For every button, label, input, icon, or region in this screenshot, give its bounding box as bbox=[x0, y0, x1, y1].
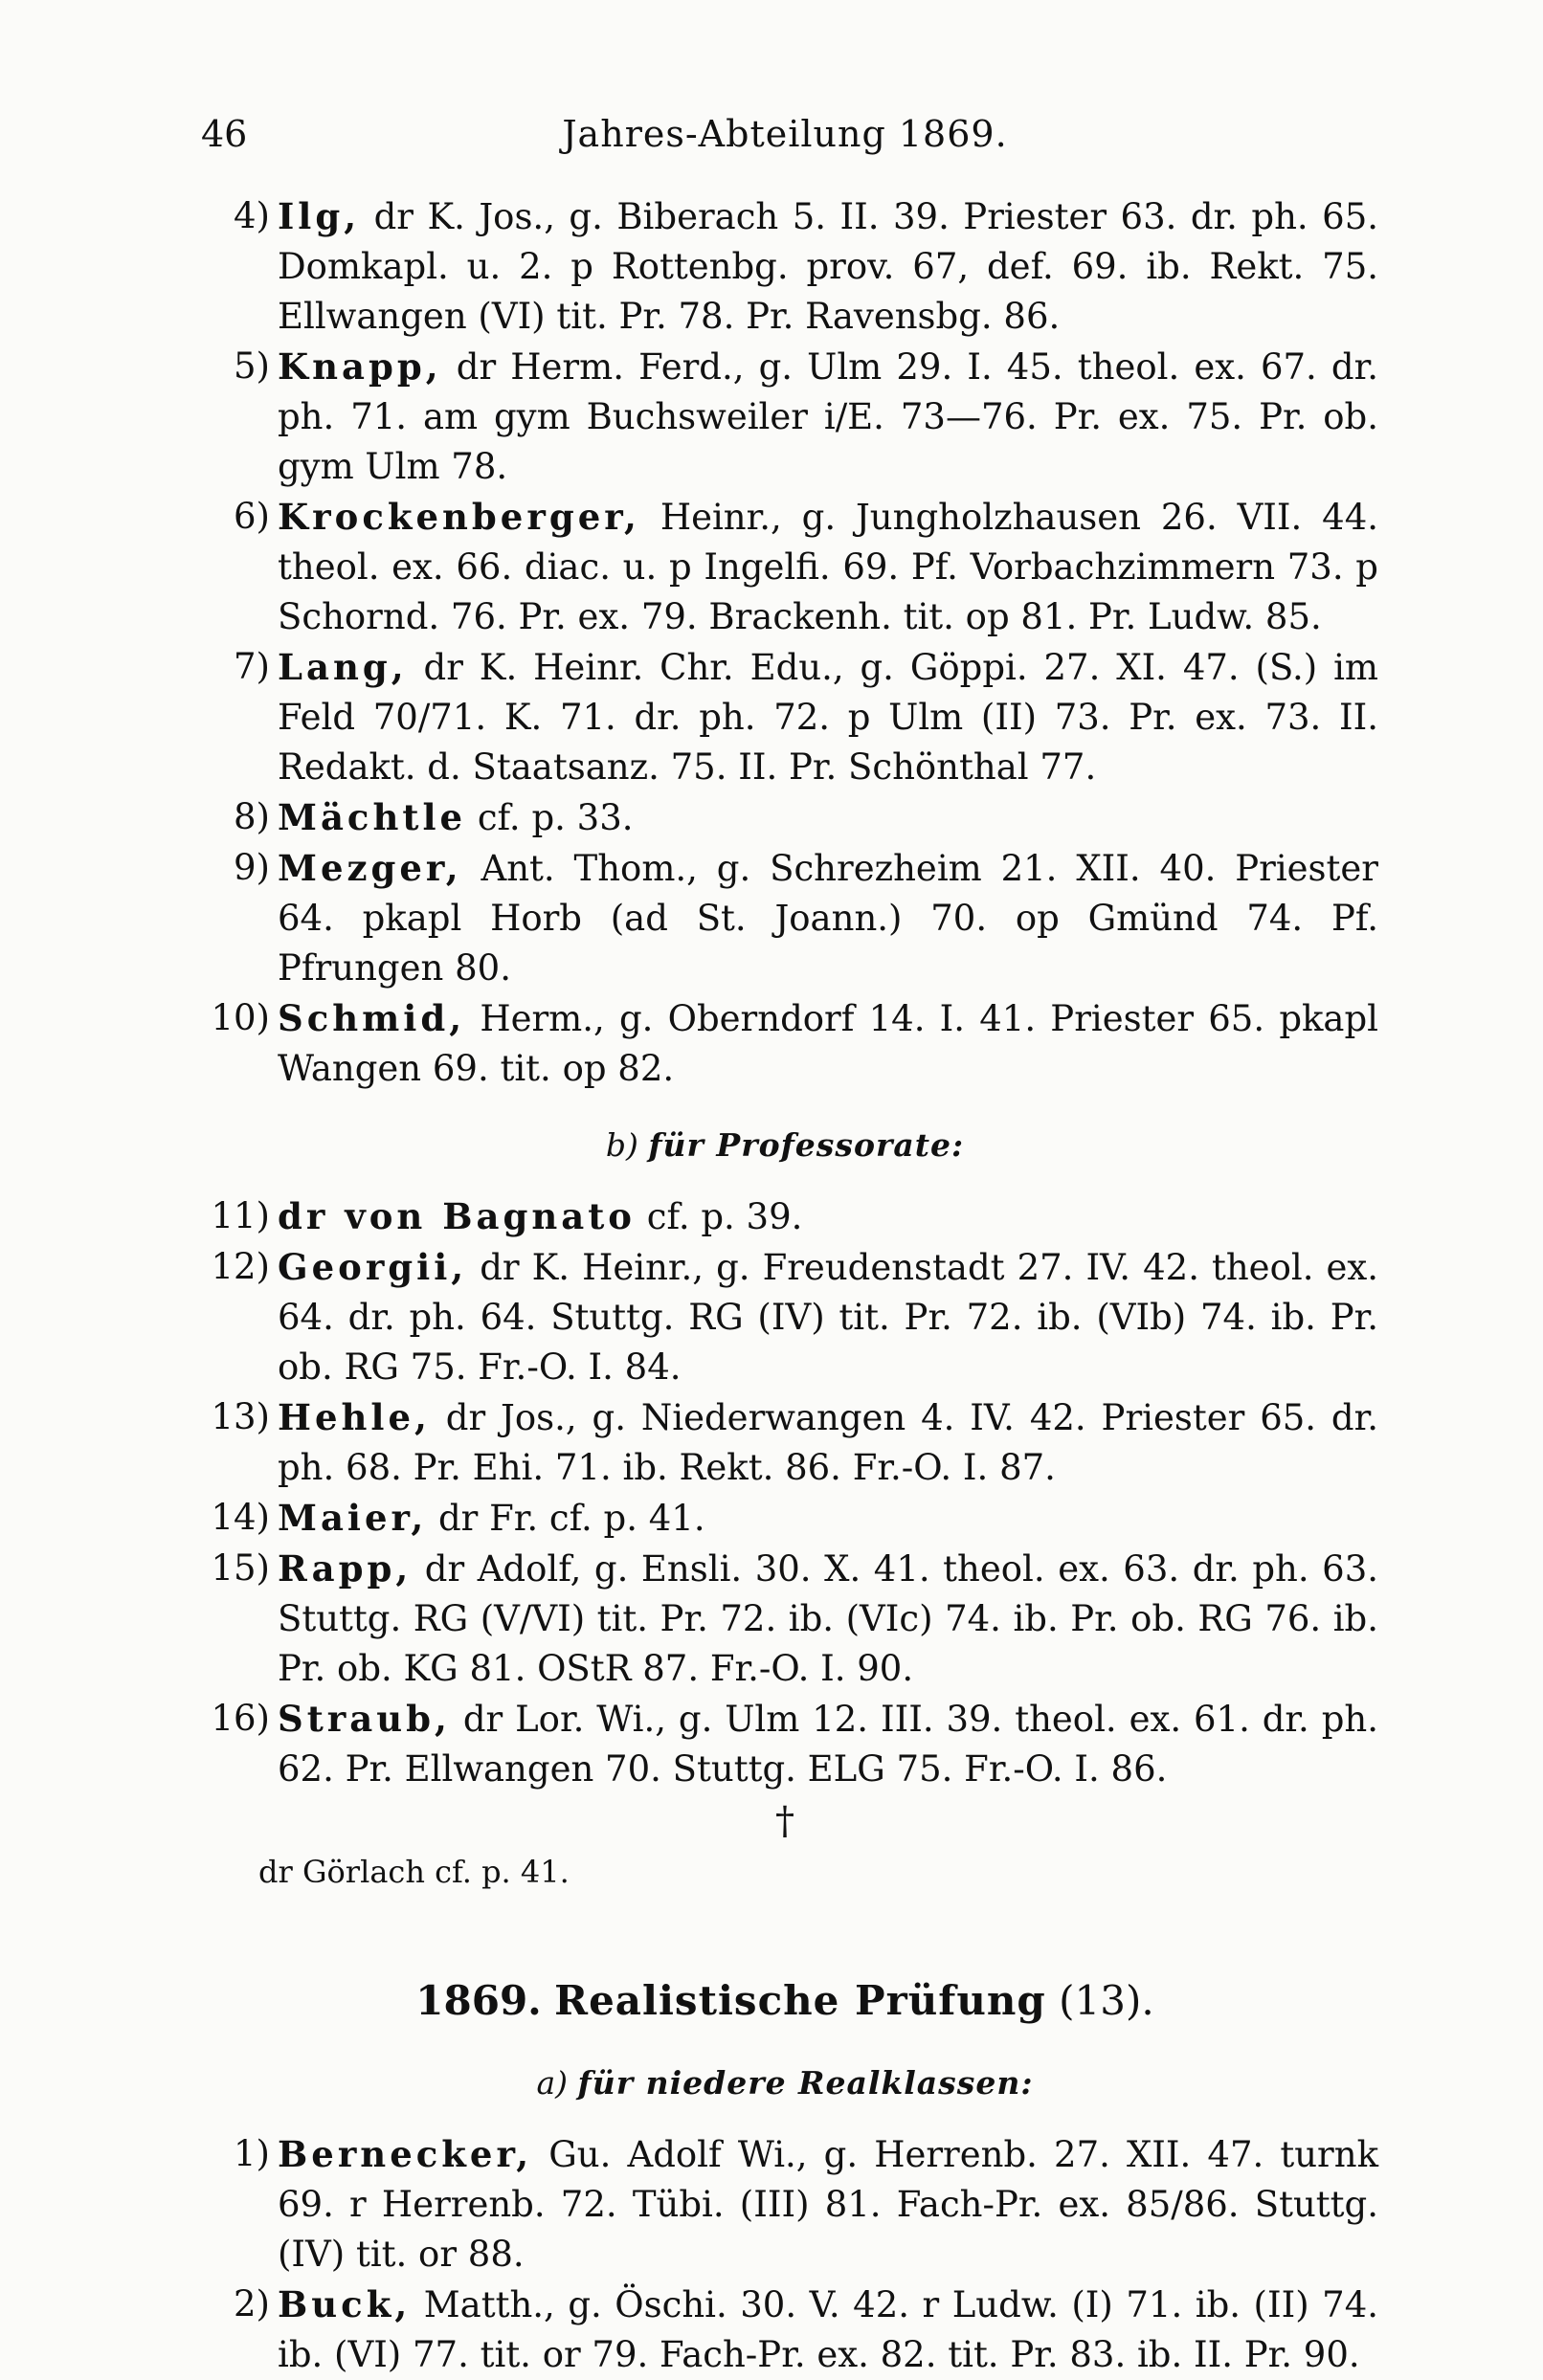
page-number: 46 bbox=[201, 113, 248, 155]
entry-name: Ilg, bbox=[278, 195, 361, 237]
subheading-label: für Professorate: bbox=[648, 1126, 965, 1164]
entry-number: 7) bbox=[234, 646, 270, 687]
entry-number: 14) bbox=[211, 1497, 270, 1538]
entry-name: Straub, bbox=[278, 1698, 451, 1740]
entry-number: 2) bbox=[234, 2283, 270, 2324]
entry-text: Ant. Thom., g. Schrezheim 21. XII. 40. Priester 64. pkapl Horb (ad St. Joann.) 70. op Gmünd 74. Pf. Pfrungen 80. bbox=[278, 848, 1378, 989]
list-item bbox=[191, 993, 1378, 1094]
entry-text: Herm., g. Oberndorf 14. I. 41. Priester 65. pkapl Wangen 69. tit. op 82. bbox=[278, 998, 1379, 1089]
entry-name: Knapp, bbox=[278, 345, 442, 388]
entry-number: 1) bbox=[234, 2133, 270, 2174]
entry-number: 4) bbox=[234, 195, 270, 236]
section-name: Realistische Prüfung bbox=[554, 1977, 1046, 2024]
entry-number: 12) bbox=[211, 1246, 270, 1287]
page-body bbox=[191, 191, 1378, 2380]
entry-number: 16) bbox=[211, 1698, 270, 1739]
entry-text: dr K. Heinr. Chr. Edu., g. Göppi. 27. XI. 47. (S.) im Feld 70/71. K. 71. dr. ph. 72. p Ulm (II) 73. Pr. ex. 73. II. Redakt. d. Staatsanz. 75. II. Pr. Schönthal 77. bbox=[278, 647, 1379, 788]
entry-name: Georgii, bbox=[278, 1246, 468, 1288]
entry-text: cf. p. 33. bbox=[477, 797, 634, 838]
deceased-note: dr Görlach cf. p. 41. bbox=[258, 1854, 570, 1890]
entry-text: dr Lor. Wi., g. Ulm 12. III. 39. theol. ex. 61. dr. ph. 62. Pr. Ellwangen 70. Stuttg. ELG 75. Fr.-O. I. 86. bbox=[278, 1699, 1378, 1790]
list-item bbox=[191, 1191, 1378, 1242]
section-year: 1869. bbox=[415, 1977, 542, 2024]
entry-name: Schmid, bbox=[278, 997, 466, 1039]
entry-name: Krockenberger, bbox=[278, 496, 640, 538]
entry-number: 6) bbox=[234, 496, 270, 537]
list-item bbox=[191, 1493, 1378, 1544]
entry-name: Mächtle bbox=[278, 796, 467, 838]
list-item bbox=[191, 2129, 1378, 2280]
entry-number: 13) bbox=[211, 1396, 270, 1437]
entry-text: Heinr., g. Jungholzhausen 26. VII. 44. theol. ex. 66. diac. u. p Ingelfi. 69. Pf. Vorbachzimmern 73. p Schornd. 76. Pr. ex. 79. Brackenh. tit. op 81. Pr. Ludw. 85. bbox=[278, 497, 1378, 637]
list-item bbox=[191, 1392, 1378, 1493]
entry-text: dr Herm. Ferd., g. Ulm 29. I. 45. theol. ex. 67. dr. ph. 71. am gym Buchsweiler i/E. 73—76. Pr. ex. 75. Pr. ob. gym Ulm 78. bbox=[278, 346, 1378, 487]
list-item bbox=[191, 492, 1378, 642]
entry-text: Gu. Adolf Wi., g. Herrenb. 27. XII. 47. turnk 69. r Herrenb. 72. Tübi. (III) 81. Fach-Pr. ex. 85/86. Stuttg. (IV) tit. or 88. bbox=[278, 2134, 1378, 2275]
subheading-letter: a) bbox=[536, 2064, 569, 2102]
list-item bbox=[191, 792, 1378, 843]
list-item bbox=[191, 1544, 1378, 1694]
entry-number: 15) bbox=[211, 1547, 270, 1589]
entry-name: Maier, bbox=[278, 1497, 428, 1539]
entry-name: Buck, bbox=[278, 2283, 412, 2325]
list-item bbox=[191, 342, 1378, 492]
entry-number: 8) bbox=[234, 796, 270, 837]
entry-name: Bernecker, bbox=[278, 2133, 533, 2175]
subheading-letter: b) bbox=[605, 1126, 638, 1164]
entry-number: 9) bbox=[234, 847, 270, 888]
entry-list-realschool bbox=[191, 2129, 1378, 2380]
list-item bbox=[191, 1694, 1378, 1794]
subheading-label: für niedere Realklassen: bbox=[577, 2064, 1034, 2102]
entry-list-professorate bbox=[191, 1191, 1378, 1794]
entry-name: Rapp, bbox=[278, 1547, 413, 1590]
list-item bbox=[191, 2280, 1378, 2380]
entry-text: dr Jos., g. Niederwangen 4. IV. 42. Priester 65. dr. ph. 68. Pr. Ehi. 71. ib. Rekt. 86. Fr.-O. I. 87. bbox=[278, 1397, 1378, 1488]
entry-name: Mezger, bbox=[278, 847, 462, 889]
entry-text: dr K. Heinr., g. Freudenstadt 27. IV. 42. theol. ex. 64. dr. ph. 64. Stuttg. RG (IV) tit. Pr. 72. ib. (VIb) 74. ib. Pr. ob. RG 75. Fr.-O. I. 84. bbox=[278, 1247, 1379, 1388]
entry-number: 5) bbox=[234, 345, 270, 387]
entry-text: dr Fr. cf. p. 41. bbox=[437, 1498, 705, 1539]
entry-text: cf. p. 39. bbox=[646, 1196, 803, 1237]
entry-text: dr K. Jos., g. Biberach 5. II. 39. Priester 63. dr. ph. 65. Domkapl. u. 2. p Rottenbg. prov. 67, def. 69. ib. Rekt. 75. Ellwangen (VI) tit. Pr. 78. Pr. Ravensbg. 86. bbox=[278, 196, 1379, 337]
subheading-professorate bbox=[191, 1121, 1378, 1170]
entry-text: Matth., g. Öschi. 30. V. 42. r Ludw. (I) 71. ib. (II) 74. ib. (VI) 77. tit. or 79. Fach-Pr. ex. 82. tit. Pr. 83. ib. II. Pr. 90. bbox=[278, 2284, 1378, 2375]
entry-text: dr Adolf, g. Ensli. 30. X. 41. theol. ex. 63. dr. ph. 63. Stuttg. RG (V/VI) tit. Pr. 72. ib. (VIc) 74. ib. Pr. ob. RG 76. ib. Pr. ob. KG 81. OStR 87. Fr.-O. I. 90. bbox=[278, 1548, 1378, 1689]
section-title-1869 bbox=[191, 1972, 1378, 2030]
list-item bbox=[191, 191, 1378, 342]
list-item bbox=[191, 642, 1378, 792]
entry-list-theology bbox=[191, 191, 1378, 1094]
entry-name: Lang, bbox=[278, 646, 408, 688]
entry-number: 11) bbox=[211, 1195, 270, 1236]
page-header bbox=[201, 113, 1369, 180]
subheading-lower-classes bbox=[191, 2058, 1378, 2108]
dagger-mark: † bbox=[775, 1799, 794, 1843]
entry-name: dr von Bagnato bbox=[278, 1195, 636, 1237]
list-item bbox=[191, 843, 1378, 993]
list-item bbox=[191, 1242, 1378, 1392]
running-title: Jahres-Abteilung 1869. bbox=[562, 113, 1008, 155]
section-count: (13). bbox=[1059, 1977, 1154, 2024]
entry-name: Hehle, bbox=[278, 1396, 431, 1438]
entry-number: 10) bbox=[211, 997, 270, 1038]
